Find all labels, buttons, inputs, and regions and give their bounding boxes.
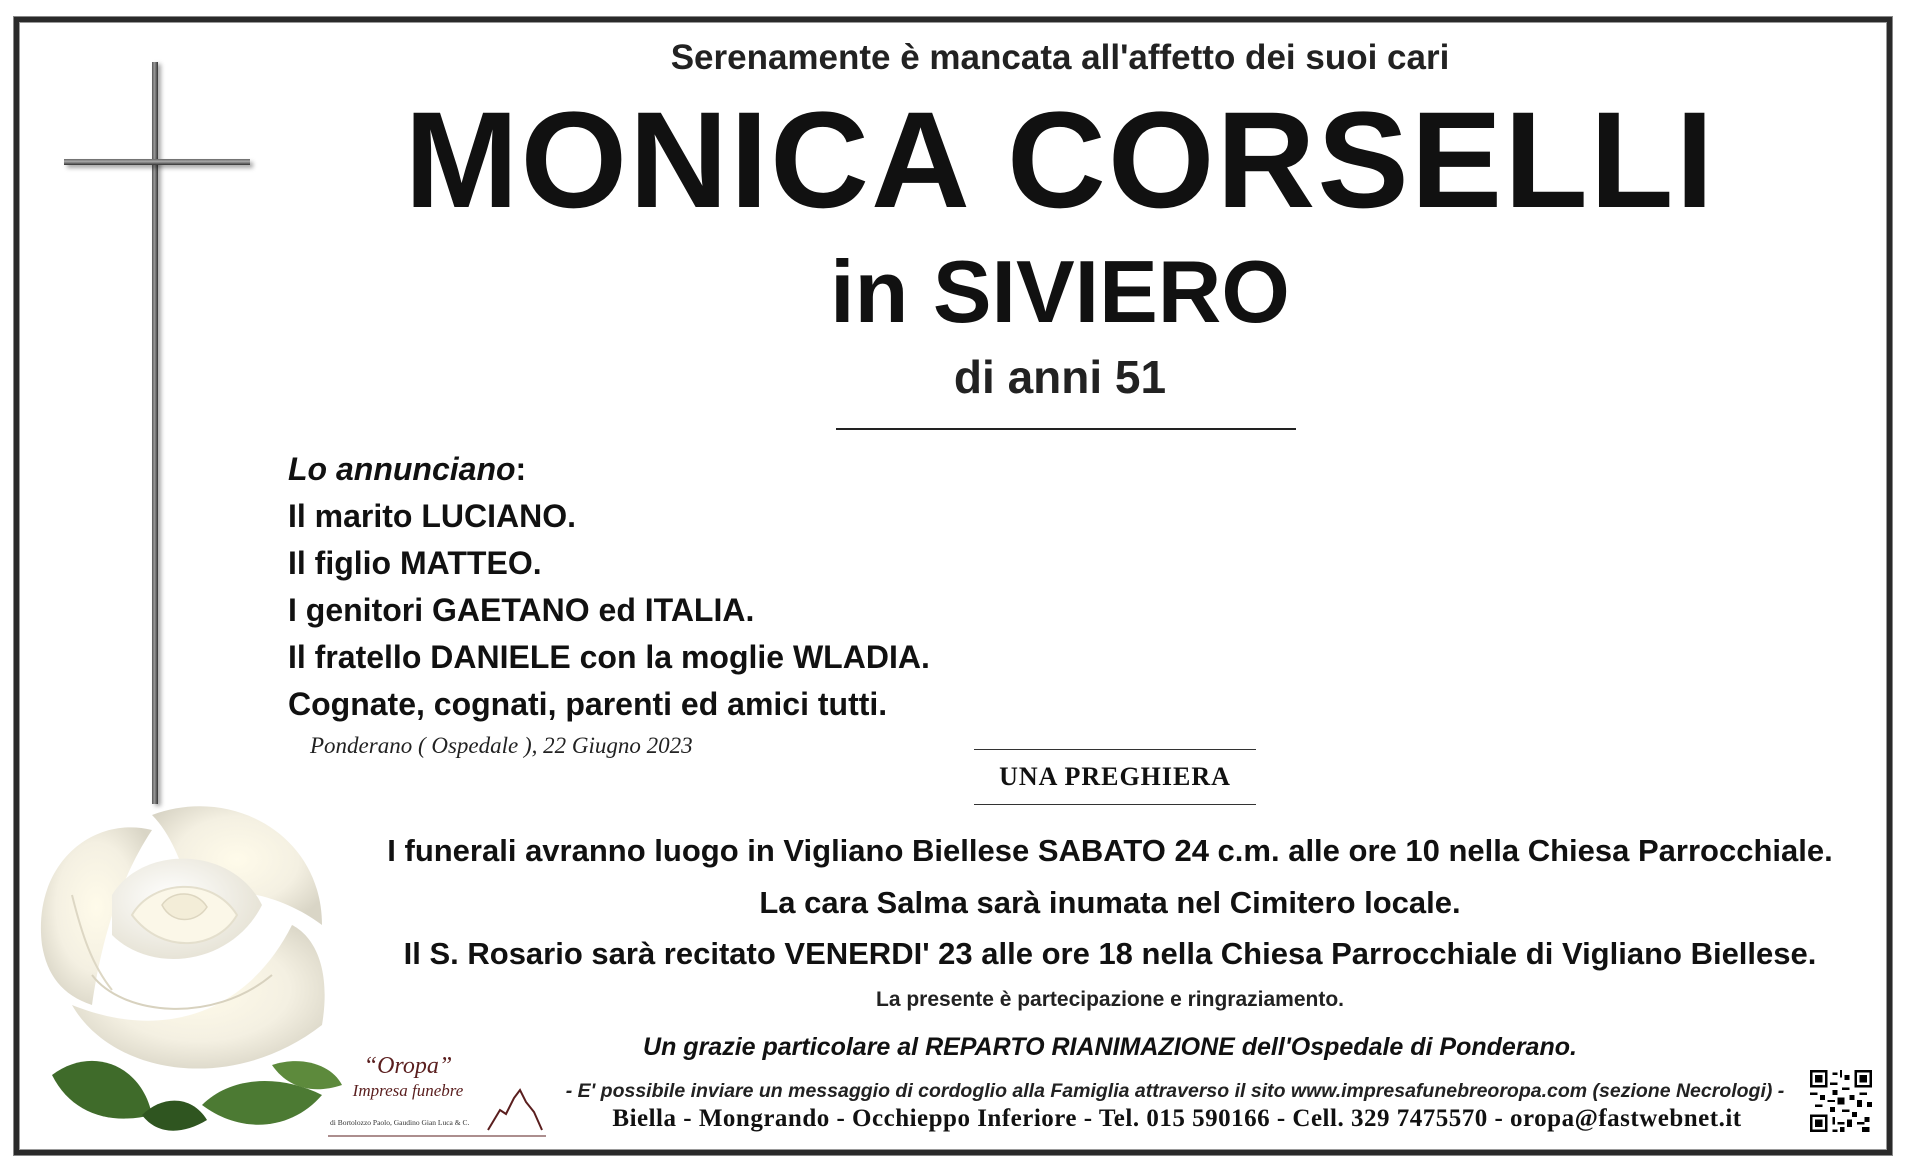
logo-subtitle: Impresa funebre (352, 1081, 464, 1100)
participation-note: La presente è partecipazione e ringraziamento. (876, 988, 1344, 1011)
married-name: in SIVIERO (830, 242, 1290, 341)
funeral-line: Il S. Rosario sarà recitato VENERDI' 23 alle ore 18 nella Chiesa Parrocchiale di Vigliano Biellese. (403, 936, 1817, 971)
prayer-rule-top (974, 749, 1256, 750)
announcement-line: Il fratello DANIELE con la moglie WLADIA. (288, 639, 930, 675)
announcement-line: Il figlio MATTEO. (288, 545, 542, 581)
contacts: Biella - Mongrando - Occhieppo Inferiore - Tel. 015 590166 - Cell. 329 7475570 - oropa@fastwebnet.it (612, 1105, 1742, 1132)
age-text: di anni 51 (953, 351, 1167, 403)
logo-owner: di Bortolozzo Paolo, Gaudino Gian Luca & C. (330, 1118, 470, 1127)
announcement-line: Cognate, cognati, parenti ed amici tutti. (288, 686, 888, 722)
web-note: - E' possibile inviare un messaggio di cordoglio alla Famiglia attraverso il sito www.impresafunebreoropa.com (sezione Necrologi) - (565, 1080, 1785, 1102)
qr-code-icon (1810, 1070, 1872, 1132)
deceased-name: MONICA CORSELLI (404, 84, 1716, 237)
prayer-rule-bottom (974, 804, 1256, 805)
divider (836, 428, 1296, 430)
logo-name: “Oropa” (363, 1053, 453, 1079)
white-rose-image (32, 775, 352, 1145)
intro-text: Serenamente è mancata all'affetto dei suoi cari (670, 38, 1450, 77)
thanks-text: Un grazie particolare al REPARTO RIANIMAZIONE dell'Ospedale di Ponderano. (643, 1033, 1577, 1061)
announcement-block (288, 446, 930, 728)
announcement-line: Il marito LUCIANO. (288, 498, 577, 534)
funeral-line: I funerali avranno luogo in Vigliano Biellese SABATO 24 c.m. alle ore 10 nella Chiesa Parrocchiale. (387, 833, 1833, 868)
announcement-intro: Lo annunciano: (288, 451, 527, 487)
prayer-label: UNA PREGHIERA (999, 762, 1231, 791)
funeral-line: La cara Salma sarà inumata nel Cimitero locale. (759, 885, 1461, 920)
place-date: Ponderano ( Ospedale ), 22 Giugno 2023 (310, 733, 693, 758)
announcement-line: I genitori GAETANO ed ITALIA. (288, 592, 755, 628)
